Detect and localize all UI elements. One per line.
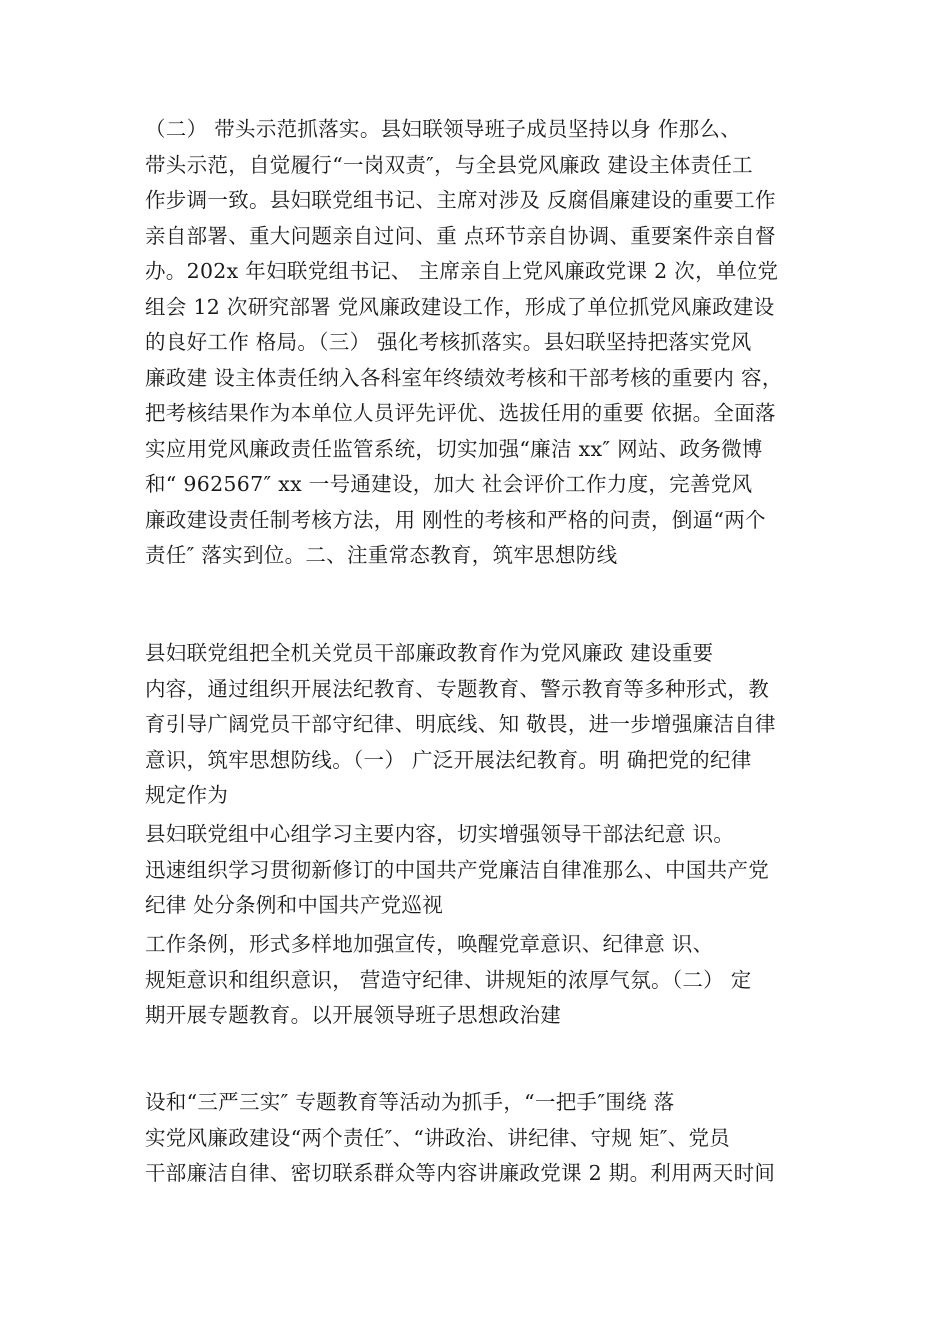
text-line: 责任″ 落实到位。二、注重常态教育，筑牢思想防线 (145, 543, 618, 567)
text-line: 带头示范，自觉履行“一岗双责″，与全县党风廉政 建设主体责任工 (145, 152, 753, 177)
text-line: 育引导广阔党员干部守纪律、明底线、知 敬畏，进一步增强廉洁自律 (145, 712, 776, 736)
text-line: 县妇联党组中心组学习主要内容，切实增强领导干部法纪意 识。 (145, 822, 735, 846)
paragraph-1 (145, 112, 807, 574)
text-line: 廉政建设责任制考核方法，用 刚性的考核和严格的问责，倒逼“两个 (145, 507, 766, 532)
text-line: 把考核结果作为本单位人员评先评优、选拔任用的重要 依据。全面落 (145, 401, 776, 425)
text-line: 规定作为 (145, 783, 229, 807)
text-line: 意识，筑牢思想防线。（一） 广泛开展法纪教育。明 确把党的纪律 (145, 747, 752, 772)
text-line: 实党风廉政建设“两个责任″、“讲政治、讲纪律、守规 矩″、党员 (145, 1125, 731, 1150)
text-line: 规矩意识和组织意识， 营造守纪律、讲规矩的浓厚气氛。（二） 定 (145, 967, 752, 992)
paragraph-2 (145, 636, 807, 814)
text-line: 办。202x 年妇联党组书记、 主席亲自上党风廉政党课 2 次，单位党 (145, 259, 779, 283)
text-line: 期开展专题教育。以开展领导班子思想政治建 (145, 1003, 561, 1027)
text-line: 迅速组织学习贯彻新修订的中国共产党廉洁自律准那么、中国共产党 (145, 857, 769, 882)
text-line: 组会 12 次研究部署 党风廉政建设工作，形成了单位抓党风廉政建设 (145, 294, 775, 319)
text-line: 廉政建 设主体责任纳入各科室年终绩效考核和干部考核的重要内 容， (145, 365, 783, 390)
text-line: 亲自部署、重大问题亲自过问、重 点环节亲自协调、重要案件亲自督 (145, 223, 776, 248)
text-line: 和“ 962567″ xx 一号通建设，加大 社会评价工作力度，完善党风 (145, 472, 753, 496)
paragraph-4 (145, 927, 807, 1034)
paragraph-3 (145, 817, 807, 924)
text-line: 县妇联党组把全机关党员干部廉政教育作为党风廉政 建设重要 (145, 641, 714, 665)
text-line: 作步调一致。县妇联党组书记、主席对涉及 反腐倡廉建设的重要工作 (145, 188, 776, 212)
paragraph-5 (145, 1085, 807, 1192)
text-line: 工作条例，形式多样地加强宣传，唤醒党章意识、纪律意 识、 (145, 932, 714, 956)
text-line: 纪律 处分条例和中国共产党巡视 (145, 893, 444, 917)
text-line: 内容，通过组织开展法纪教育、专题教育、警示教育等多种形式，教 (145, 676, 769, 701)
text-line: 实应用党风廉政责任监管系统，切实加强“廉洁 xx″ 网站、政务微博 (145, 436, 763, 461)
text-line: （二） 带头示范抓落实。县妇联领导班子成员坚持以身 作那么、 (145, 117, 742, 141)
text-line: 的良好工作 格局。（三） 强化考核抓落实。县妇联坚持把落实党风 (145, 330, 752, 354)
text-line: 设和“三严三实″ 专题教育等活动为抓手，“一把手″围绕 落 (145, 1090, 675, 1114)
text-line: 干部廉洁自律、密切联系群众等内容讲廉政党课 2 期。利用两天时间 (145, 1161, 776, 1185)
